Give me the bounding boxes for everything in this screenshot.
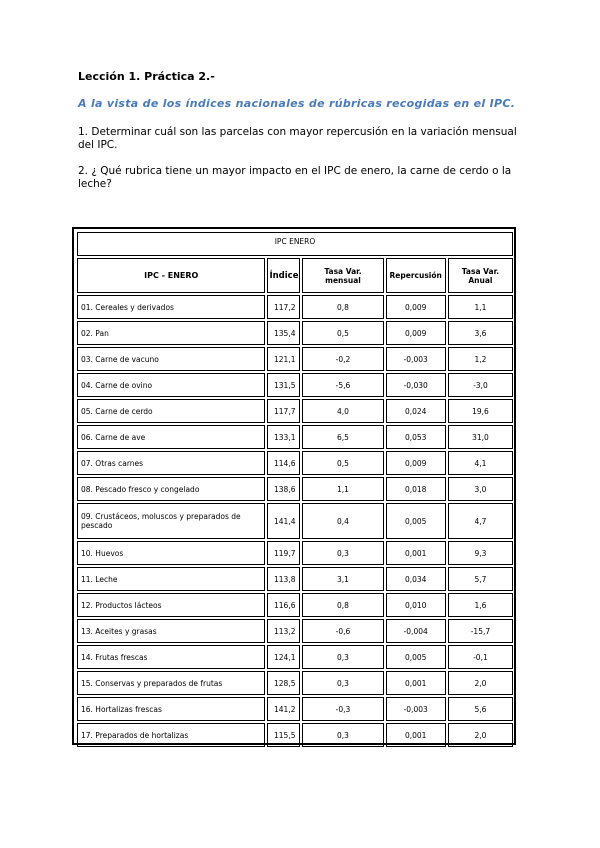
cell-annual-rate: 2,0 <box>448 723 513 747</box>
table-row <box>77 321 513 345</box>
cell-monthly-rate: -5,6 <box>302 373 383 397</box>
cell-monthly-rate: 0,3 <box>302 541 383 565</box>
cell-name: 16. Hortalizas frescas <box>77 697 265 721</box>
cell-index: 115,5 <box>267 723 300 747</box>
cell-impact: 0,001 <box>386 541 446 565</box>
header-impact: Repercusión <box>386 258 446 293</box>
cell-annual-rate: 1,6 <box>448 593 513 617</box>
cell-impact: 0,053 <box>386 425 446 449</box>
table-body <box>77 295 513 747</box>
cell-monthly-rate: 0,8 <box>302 295 383 319</box>
cell-impact: 0,010 <box>386 593 446 617</box>
cell-impact: 0,009 <box>386 451 446 475</box>
cell-name: 11. Leche <box>77 567 265 591</box>
cell-annual-rate: -0,1 <box>448 645 513 669</box>
cell-impact: 0,034 <box>386 567 446 591</box>
cell-index: 119,7 <box>267 541 300 565</box>
header-name: IPC - ENERO <box>77 258 265 293</box>
cell-name: 06. Carne de ave <box>77 425 265 449</box>
cell-name: 08. Pescado fresco y congelado <box>77 477 265 501</box>
cell-name: 02. Pan <box>77 321 265 345</box>
cell-annual-rate: 3,0 <box>448 477 513 501</box>
cell-name: 10. Huevos <box>77 541 265 565</box>
table-row <box>77 399 513 423</box>
ipc-table-container <box>72 227 516 745</box>
cell-monthly-rate: 0,8 <box>302 593 383 617</box>
table-row <box>77 477 513 501</box>
cell-annual-rate: 1,2 <box>448 347 513 371</box>
exercise-subtitle: A la vista de los índices nacionales de rúbricas recogidas en el IPC. <box>78 97 516 110</box>
cell-monthly-rate: -0,6 <box>302 619 383 643</box>
cell-monthly-rate: 6,5 <box>302 425 383 449</box>
cell-annual-rate: 5,6 <box>448 697 513 721</box>
question-2: 2. ¿ Qué rubrica tiene un mayor impacto en el IPC de enero, la carne de cerdo o la leche? <box>78 165 512 190</box>
cell-monthly-rate: 0,3 <box>302 671 383 695</box>
cell-monthly-rate: 0,5 <box>302 451 383 475</box>
cell-annual-rate: 19,6 <box>448 399 513 423</box>
cell-index: 138,6 <box>267 477 300 501</box>
cell-monthly-rate: -0,2 <box>302 347 383 371</box>
table-row <box>77 619 513 643</box>
cell-index: 141,2 <box>267 697 300 721</box>
cell-impact: 0,009 <box>386 295 446 319</box>
cell-annual-rate: 4,1 <box>448 451 513 475</box>
cell-impact: 0,024 <box>386 399 446 423</box>
cell-impact: -0,004 <box>386 619 446 643</box>
cell-impact: 0,005 <box>386 645 446 669</box>
cell-impact: 0,005 <box>386 503 446 539</box>
cell-index: 113,2 <box>267 619 300 643</box>
cell-annual-rate: -3,0 <box>448 373 513 397</box>
cell-index: 117,7 <box>267 399 300 423</box>
table-row <box>77 671 513 695</box>
cell-name: 13. Aceites y grasas <box>77 619 265 643</box>
table-row <box>77 567 513 591</box>
table-row <box>77 697 513 721</box>
table-row <box>77 541 513 565</box>
cell-monthly-rate: 0,4 <box>302 503 383 539</box>
cell-index: 141,4 <box>267 503 300 539</box>
table-row <box>77 593 513 617</box>
cell-impact: 0,001 <box>386 723 446 747</box>
table-row <box>77 295 513 319</box>
cell-impact: 0,009 <box>386 321 446 345</box>
table-row <box>77 425 513 449</box>
cell-annual-rate: 5,7 <box>448 567 513 591</box>
table-row <box>77 347 513 371</box>
cell-monthly-rate: -0,3 <box>302 697 383 721</box>
cell-index: 131,5 <box>267 373 300 397</box>
cell-name: 04. Carne de ovino <box>77 373 265 397</box>
ipc-table <box>75 230 515 749</box>
cell-impact: -0,003 <box>386 347 446 371</box>
cell-name: 01. Cereales y derivados <box>77 295 265 319</box>
cell-index: 113,8 <box>267 567 300 591</box>
header-monthly-rate: Tasa Var. mensual <box>302 258 383 293</box>
cell-index: 128,5 <box>267 671 300 695</box>
cell-monthly-rate: 0,3 <box>302 645 383 669</box>
cell-name: 14. Frutas frescas <box>77 645 265 669</box>
table-row <box>77 503 513 539</box>
cell-index: 116,6 <box>267 593 300 617</box>
table-row <box>77 645 513 669</box>
cell-name: 12. Productos lácteos <box>77 593 265 617</box>
cell-index: 133,1 <box>267 425 300 449</box>
cell-index: 135,4 <box>267 321 300 345</box>
cell-index: 121,1 <box>267 347 300 371</box>
cell-monthly-rate: 1,1 <box>302 477 383 501</box>
cell-annual-rate: 3,6 <box>448 321 513 345</box>
table-row <box>77 723 513 747</box>
header-annual-rate: Tasa Var. Anual <box>448 258 513 293</box>
cell-impact: -0,003 <box>386 697 446 721</box>
cell-name: 03. Carne de vacuno <box>77 347 265 371</box>
cell-monthly-rate: 0,5 <box>302 321 383 345</box>
cell-index: 124,1 <box>267 645 300 669</box>
cell-index: 114,6 <box>267 451 300 475</box>
cell-annual-rate: 31,0 <box>448 425 513 449</box>
cell-impact: 0,001 <box>386 671 446 695</box>
cell-name: 15. Conservas y preparados de frutas <box>77 671 265 695</box>
cell-name: 17. Preparados de hortalizas <box>77 723 265 747</box>
cell-monthly-rate: 0,3 <box>302 723 383 747</box>
cell-monthly-rate: 3,1 <box>302 567 383 591</box>
cell-name: 05. Carne de cerdo <box>77 399 265 423</box>
question-1: 1. Determinar cuál son las parcelas con mayor repercusión en la variación mensual del IPC. <box>78 126 517 151</box>
cell-name: 09. Crustáceos, moluscos y preparados de pescado <box>77 503 265 539</box>
table-row <box>77 373 513 397</box>
cell-index: 117,2 <box>267 295 300 319</box>
cell-impact: -0,030 <box>386 373 446 397</box>
cell-impact: 0,018 <box>386 477 446 501</box>
cell-annual-rate: -15,7 <box>448 619 513 643</box>
header-index: Índice <box>267 258 300 293</box>
cell-annual-rate: 9,3 <box>448 541 513 565</box>
cell-annual-rate: 2,0 <box>448 671 513 695</box>
cell-monthly-rate: 4,0 <box>302 399 383 423</box>
lesson-heading: Lección 1. Práctica 2.- <box>78 70 215 83</box>
cell-name: 07. Otras carnes <box>77 451 265 475</box>
cell-annual-rate: 4,7 <box>448 503 513 539</box>
table-caption: IPC ENERO <box>77 232 513 256</box>
table-row <box>77 451 513 475</box>
cell-annual-rate: 1,1 <box>448 295 513 319</box>
